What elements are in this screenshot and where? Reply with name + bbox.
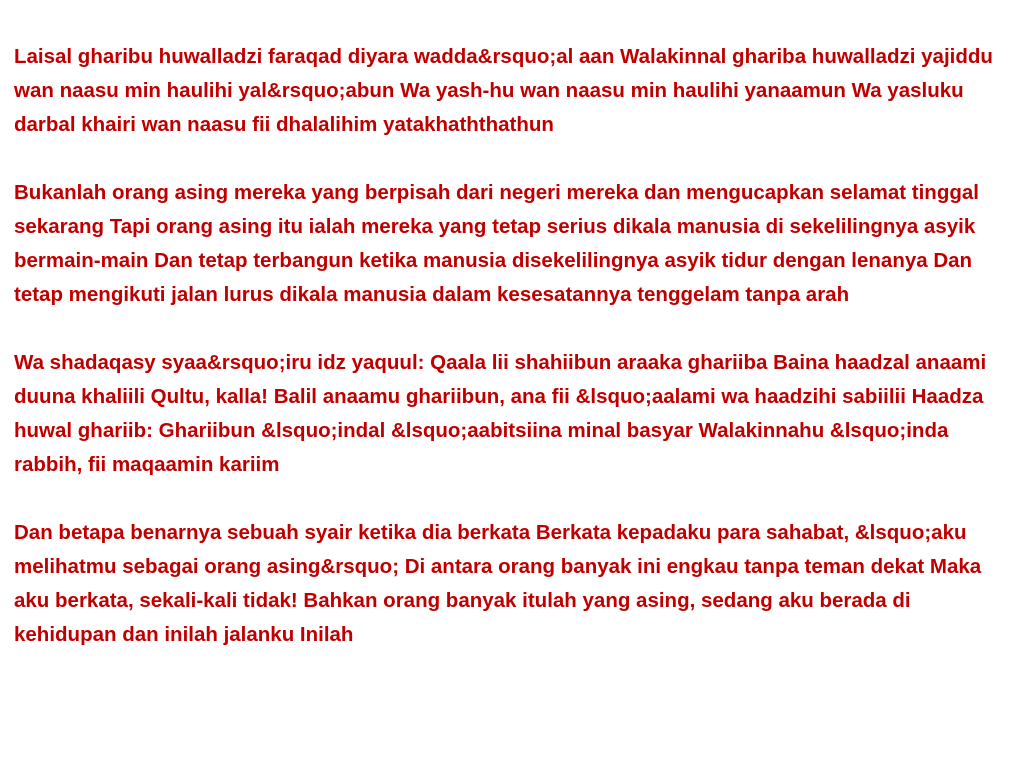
paragraph-indonesian-translation: Bukanlah orang asing mereka yang berpisah dari negeri mereka dan mengucapkan selamat tinggal sekarang Tapi orang asing itu ialah mereka yang tetap serius dikala manusia di sekelilingnya asyik bermain-main Dan tetap terbangun ketika manusia disekelilingnya asyik tidur dengan lenanya Dan tetap mengikuti jalan lurus dikala manusia dalam kesesatannya tenggelam tanpa arah — [14, 181, 979, 306]
paragraph-arabic-transliteration: Laisal gharibu huwalladzi faraqad diyara wadda&rsquo;al aan Walakinnal ghariba huwalladzi yajiddu wan naasu min haulihi yal&rsquo;abun Wa yash-hu wan naasu min haulihi yanaamun Wa yasluku darbal khairi wan naasu fii dhalalihim yatakhaththathun — [14, 45, 993, 136]
slide-text-body — [14, 40, 1014, 686]
paragraph-poem-transliteration: Wa shadaqasy syaa&rsquo;iru idz yaquul: Qaala lii shahiibun araaka ghariiba Baina haadzal anaami duuna khaliili Qultu, kalla! Balil anaamu ghariibun, ana fii &lsquo;aalami wa haadzihi sabiilii Haadza huwal ghariib: Ghariibun &lsquo;indal &lsquo;aabitsiina minal basyar Walakinnahu &lsquo;inda rabbih, fii maqaamin kariim — [14, 351, 987, 476]
paragraph-poem-translation: Dan betapa benarnya sebuah syair ketika dia berkata Berkata kepadaku para sahabat, &lsquo;aku melihatmu sebagai orang asing&rsquo; Di antara orang banyak ini engkau tanpa teman dekat Maka aku berkata, sekali-kali tidak! Bahkan orang banyak itulah yang asing, sedang aku berada di kehidupan dan inilah jalanku Inilah — [14, 521, 982, 646]
